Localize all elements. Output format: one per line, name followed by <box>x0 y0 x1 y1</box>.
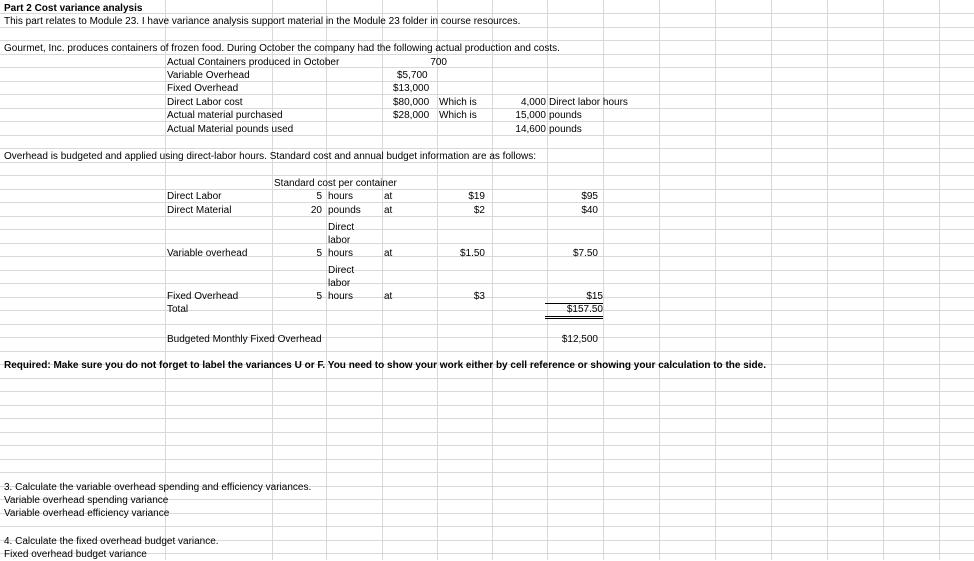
question-4[interactable]: 4. Calculate the fixed overhead budget variance. <box>4 536 219 547</box>
std-total-value[interactable]: $157.50 <box>545 303 603 319</box>
std-dl-rate[interactable]: $19 <box>468 191 485 202</box>
actual-containers-value[interactable]: 700 <box>430 57 447 68</box>
grid-column-line <box>437 0 438 560</box>
question-3[interactable]: 3. Calculate the variable overhead spending and efficiency variances. <box>4 482 312 493</box>
grid-column-line <box>326 0 327 560</box>
std-vo-labor[interactable]: labor <box>328 235 351 246</box>
std-dl-at[interactable]: at <box>384 191 393 202</box>
std-dl-total[interactable]: $95 <box>581 191 598 202</box>
grid-column-line <box>547 0 548 560</box>
std-fo-label[interactable]: Fixed Overhead <box>167 291 239 302</box>
std-fo-at[interactable]: at <box>384 291 393 302</box>
var-oh-efficiency-variance-label[interactable]: Variable overhead efficiency variance <box>4 508 170 519</box>
std-vo-direct[interactable]: Direct <box>328 222 355 233</box>
std-fo-direct[interactable]: Direct <box>328 265 355 276</box>
grid-row-line <box>0 310 974 311</box>
grid-column-line <box>492 0 493 560</box>
grid-column-line <box>165 0 166 560</box>
grid-row-line <box>0 108 974 109</box>
std-dl-qty[interactable]: 5 <box>316 191 322 202</box>
grid-row-line <box>0 405 974 406</box>
grid-row-line <box>0 378 974 379</box>
grid-row-line <box>0 216 974 217</box>
grid-row-line <box>0 418 974 419</box>
grid-row-line <box>0 13 974 14</box>
grid-row-line <box>0 337 974 338</box>
std-total-label[interactable]: Total <box>167 304 189 315</box>
grid-row-line <box>0 256 974 257</box>
grid-row-line <box>0 283 974 284</box>
grid-row-line <box>0 445 974 446</box>
actual-dl-value[interactable]: $80,000 <box>393 97 430 108</box>
grid-column-line <box>659 0 660 560</box>
std-fo-rate[interactable]: $3 <box>473 291 485 302</box>
problem-statement[interactable]: Gourmet, Inc. produces containers of frozen food. During October the company had the following actual production and costs. <box>4 43 560 54</box>
std-vo-total[interactable]: $7.50 <box>572 248 598 259</box>
actual-dl-label[interactable]: Direct Labor cost <box>167 97 243 108</box>
grid-row-line <box>0 202 974 203</box>
grid-row-line <box>0 175 974 176</box>
grid-row-line <box>0 81 974 82</box>
sheet-title[interactable]: Part 2 Cost variance analysis <box>4 3 143 14</box>
grid-column-line <box>939 0 940 560</box>
grid-column-line <box>827 0 828 560</box>
grid-column-line <box>715 0 716 560</box>
grid-row-line <box>0 135 974 136</box>
grid-row-line <box>0 297 974 298</box>
std-dm-label[interactable]: Direct Material <box>167 205 232 216</box>
actual-used-unit[interactable]: pounds <box>549 124 582 135</box>
grid-row-line <box>0 121 974 122</box>
std-fo-total[interactable]: $15 <box>545 290 603 304</box>
required-instructions[interactable]: Required: Make sure you do not forget to label the variances U or F. You need to show your work either by cell reference or showing your calculation to the side. <box>4 360 767 371</box>
grid-row-line <box>0 94 974 95</box>
grid-row-line <box>0 148 974 149</box>
budget-fixed-oh-label[interactable]: Budgeted Monthly Fixed Overhead <box>167 334 322 345</box>
grid-column-line <box>603 0 604 560</box>
std-vo-label[interactable]: Variable overhead <box>167 248 248 259</box>
fixed-oh-budget-variance-label[interactable]: Fixed overhead budget variance <box>4 549 147 560</box>
std-dm-total[interactable]: $40 <box>581 205 598 216</box>
actual-var-oh-value[interactable]: $5,700 <box>397 70 428 81</box>
std-fo-qty[interactable]: 5 <box>316 291 322 302</box>
std-dm-at[interactable]: at <box>384 205 393 216</box>
grid-column-line <box>272 0 273 560</box>
grid-row-line <box>0 229 974 230</box>
actual-used-qty[interactable]: 14,600 <box>515 124 546 135</box>
actual-dl-unit[interactable]: Direct labor hours <box>549 97 628 108</box>
actual-dl-which[interactable]: Which is <box>439 97 477 108</box>
grid-row-line <box>0 526 974 527</box>
intro-text[interactable]: This part relates to Module 23. I have variance analysis support material in the Module 23 folder in course resources. <box>4 16 521 27</box>
actual-dl-qty[interactable]: 4,000 <box>520 97 546 108</box>
actual-mat-value[interactable]: $28,000 <box>393 110 430 121</box>
std-dl-label[interactable]: Direct Labor <box>167 191 222 202</box>
std-fo-unit[interactable]: hours <box>328 291 354 302</box>
grid-row-line <box>0 351 974 352</box>
grid-column-line <box>382 0 383 560</box>
actual-var-oh-label[interactable]: Variable Overhead <box>167 70 250 81</box>
grid-row-line <box>0 459 974 460</box>
actual-fixed-oh-value[interactable]: $13,000 <box>393 83 430 94</box>
std-vo-unit[interactable]: hours <box>328 248 354 259</box>
grid-row-line <box>0 324 974 325</box>
grid-row-line <box>0 189 974 190</box>
actual-fixed-oh-label[interactable]: Fixed Overhead <box>167 83 239 94</box>
std-dm-rate[interactable]: $2 <box>473 205 485 216</box>
actual-mat-qty[interactable]: 15,000 <box>515 110 546 121</box>
actual-mat-label[interactable]: Actual material purchased <box>167 110 283 121</box>
grid-row-line <box>0 432 974 433</box>
standard-cost-header[interactable]: Standard cost per container <box>274 178 397 189</box>
grid-row-line <box>0 270 974 271</box>
actual-containers-label[interactable]: Actual Containers produced in October <box>167 57 340 68</box>
actual-mat-unit[interactable]: pounds <box>549 110 582 121</box>
std-fo-labor[interactable]: labor <box>328 278 351 289</box>
std-vo-rate[interactable]: $1.50 <box>459 248 485 259</box>
grid-row-line <box>0 67 974 68</box>
std-vo-qty[interactable]: 5 <box>316 248 322 259</box>
budget-statement[interactable]: Overhead is budgeted and applied using direct-labor hours. Standard cost and annual budget information are as follows: <box>4 151 537 162</box>
budget-fixed-oh-value[interactable]: $12,500 <box>561 334 598 345</box>
std-dl-unit[interactable]: hours <box>328 191 354 202</box>
grid-row-line <box>0 40 974 41</box>
std-dm-unit[interactable]: pounds <box>328 205 361 216</box>
grid-row-line <box>0 472 974 473</box>
var-oh-spending-variance-label[interactable]: Variable overhead spending variance <box>4 495 169 506</box>
grid-column-line <box>771 0 772 560</box>
actual-used-label[interactable]: Actual Material pounds used <box>167 124 294 135</box>
grid-column-line <box>883 0 884 560</box>
grid-row-line <box>0 391 974 392</box>
std-dm-qty[interactable]: 20 <box>310 205 322 216</box>
std-vo-at[interactable]: at <box>384 248 393 259</box>
grid-row-line <box>0 243 974 244</box>
actual-mat-which[interactable]: Which is <box>439 110 477 121</box>
